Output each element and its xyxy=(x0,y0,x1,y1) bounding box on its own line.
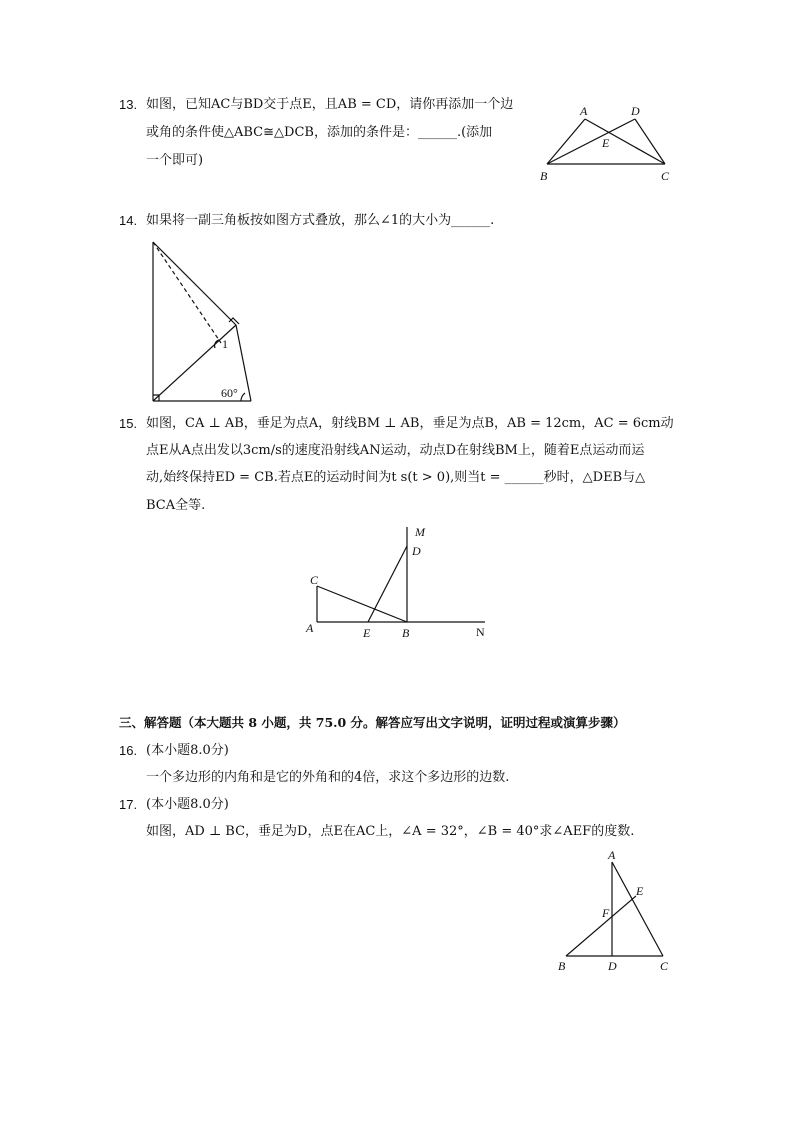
q14-text-line1: 如果将一副三角板按如图方式叠放，那么∠1的大小为______. xyxy=(146,213,495,228)
q13-label-d: D xyxy=(631,104,640,118)
q13-figure xyxy=(535,102,685,184)
q17-segment-be xyxy=(566,896,636,956)
q14-angle60-arc xyxy=(241,393,245,401)
q17-label-b: B xyxy=(558,959,566,973)
q15-label-c: C xyxy=(310,573,319,587)
q16-number: 16. xyxy=(119,743,138,758)
q15-text-line4: BCA全等. xyxy=(146,498,206,513)
q14-label-angle1: 1 xyxy=(222,337,228,351)
q14-figure xyxy=(145,236,265,406)
q17-label-c: C xyxy=(660,959,669,973)
q14-edge-top-slope xyxy=(153,242,236,325)
q13-label-a: A xyxy=(580,104,588,118)
q15-text-line3: 动,始终保持ED = CB.若点E的运动时间为t s(t > 0),则当t = ______秒时，△DEB与△ xyxy=(146,470,646,485)
q14-label-angle60: 60° xyxy=(221,386,238,400)
q13-text-line2: 或角的条件使△ABC≅△DCB，添加的条件是：______.(添加 xyxy=(146,125,493,140)
q13-label-c: C xyxy=(661,169,670,183)
section3-heading: 三、解答题（本大题共 8 小题，共 75.0 分。解答应写出文字说明，证明过程或演算步骤） xyxy=(119,715,626,730)
q17-figure xyxy=(555,848,685,974)
q14-number: 14. xyxy=(119,213,138,228)
q15-text-line2: 点E从A点出发以3cm/s的速度沿射线AN运动，动点D在射线BM上，随着E点运动而运 xyxy=(146,443,645,458)
q16-text-line1: 一个多边形的内角和是它的外角和的4倍，求这个多边形的边数. xyxy=(146,770,510,785)
q13-text-line3: 一个即可) xyxy=(146,153,204,168)
q15-text-line1: 如图，CA ⊥ AB，垂足为点A，射线BM ⊥ AB，垂足为点B，AB = 12cm，AC = 6cm动 xyxy=(146,416,674,431)
q15-segment-ed xyxy=(368,546,407,622)
q13-number: 13. xyxy=(119,97,138,112)
q14-dashed-line xyxy=(153,242,221,343)
q13-segment-dc xyxy=(635,119,665,164)
q17-segment-ac xyxy=(612,862,663,956)
q14-edge-right xyxy=(236,325,251,401)
q15-label-b: B xyxy=(402,626,410,640)
q17-score: (本小题8.0分) xyxy=(146,797,229,812)
q15-label-n: N xyxy=(476,625,485,639)
q13-segment-ab xyxy=(547,119,585,164)
q13-segment-bd xyxy=(547,119,635,164)
q17-text-line1: 如图，AD ⊥ BC，垂足为D，点E在AC上，∠A = 32°，∠B = 40°求∠AEF的度数. xyxy=(146,824,635,839)
q15-figure xyxy=(300,522,500,644)
q15-label-a: A xyxy=(306,621,314,635)
q15-number: 15. xyxy=(119,416,138,431)
q17-label-d: D xyxy=(608,959,617,973)
q13-label-b: B xyxy=(540,169,548,183)
q15-label-d: D xyxy=(412,544,421,558)
q15-segment-cb xyxy=(317,586,407,622)
q15-label-m: M xyxy=(415,525,425,539)
q17-label-e: E xyxy=(636,884,644,898)
q13-segment-ac xyxy=(585,119,665,164)
q17-number: 17. xyxy=(119,797,138,812)
q17-label-f: F xyxy=(602,906,610,920)
q17-label-a: A xyxy=(608,848,616,862)
q13-label-e: E xyxy=(602,136,610,150)
q13-text-line1: 如图，已知AC与BD交于点E，且AB = CD，请你再添加一个边 xyxy=(146,97,514,112)
q16-score: (本小题8.0分) xyxy=(146,743,229,758)
q15-label-e: E xyxy=(363,626,371,640)
